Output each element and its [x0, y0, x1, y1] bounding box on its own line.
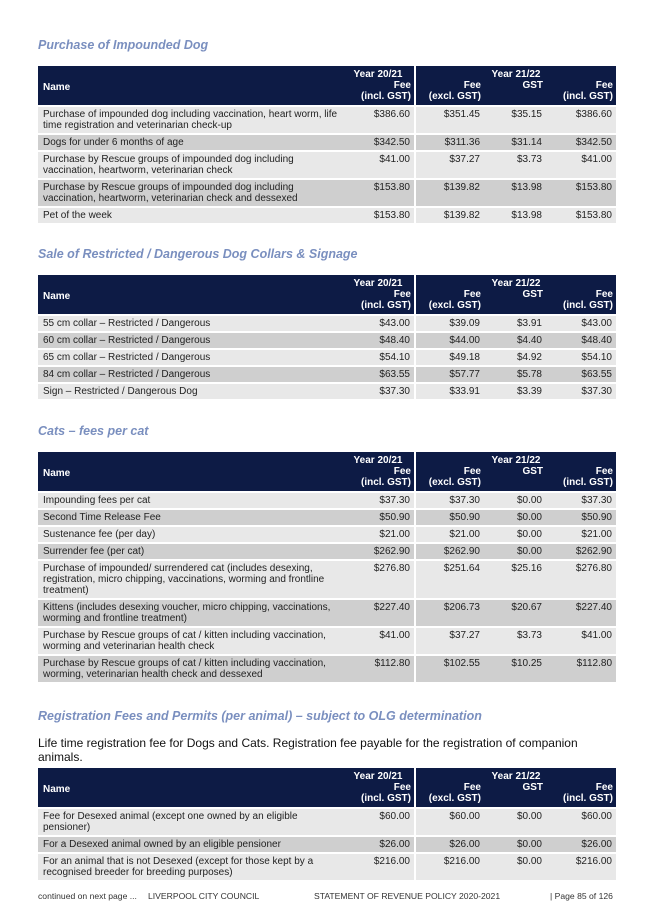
fee-incl-gst-2122: $41.00 — [546, 150, 616, 178]
header-year-curr: Year 21/22 — [416, 66, 616, 80]
fee-excl-gst-2122: $311.36 — [416, 133, 484, 150]
fee-incl-gst-2122: $63.55 — [546, 365, 616, 382]
fee-item-name: Purchase of impounded dog including vaccination, heart worm, life time registration and veterinarian check-up — [38, 105, 342, 133]
fee-excl-gst-2122: $33.91 — [416, 382, 484, 399]
table-row — [38, 626, 616, 654]
fee-item-name: 65 cm collar – Restricted / Dangerous — [38, 348, 342, 365]
fee-incl-gst-2122: $37.30 — [546, 491, 616, 508]
fee-item-name: Second Time Release Fee — [38, 508, 342, 525]
header-incl-gst: (incl. GST) — [546, 477, 616, 491]
gst-amount-2122: $20.67 — [484, 598, 546, 626]
table-header — [38, 275, 616, 314]
fee-excl-gst-2122: $37.30 — [416, 491, 484, 508]
header-year-prev: Year 20/21 — [342, 768, 416, 782]
header-fee: Fee — [416, 782, 484, 793]
header-name: Name — [38, 452, 342, 491]
fee-excl-gst-2122: $26.00 — [416, 835, 484, 852]
fee-incl-gst-2122: $43.00 — [546, 314, 616, 331]
header-fee: Fee — [546, 466, 616, 477]
table-row — [38, 206, 616, 223]
fee-incl-gst-2021: $41.00 — [342, 150, 416, 178]
fee-incl-gst-2021: $60.00 — [342, 807, 416, 835]
fee-table-dog-collars — [38, 275, 616, 399]
fee-incl-gst-2021: $43.00 — [342, 314, 416, 331]
header-year-curr: Year 21/22 — [416, 275, 616, 289]
header-excl-gst: (excl. GST) — [416, 793, 484, 807]
fee-incl-gst-2021: $37.30 — [342, 491, 416, 508]
fee-incl-gst-2021: $63.55 — [342, 365, 416, 382]
fee-incl-gst-2021: $54.10 — [342, 348, 416, 365]
gst-amount-2122: $0.00 — [484, 491, 546, 508]
fee-item-name: Purchase of impounded/ surrendered cat (includes desexing, registration, micro chipping, vaccinations, worming and frontline treatment) — [38, 559, 342, 598]
section-title: Purchase of Impounded Dog — [38, 38, 209, 52]
gst-amount-2122: $25.16 — [484, 559, 546, 598]
fee-excl-gst-2122: $206.73 — [416, 598, 484, 626]
fee-incl-gst-2021: $21.00 — [342, 525, 416, 542]
fee-incl-gst-2122: $21.00 — [546, 525, 616, 542]
fee-incl-gst-2021: $342.50 — [342, 133, 416, 150]
fee-item-name: Sustenance fee (per day) — [38, 525, 342, 542]
header-fee: Fee — [546, 289, 616, 300]
header-fee: Fee — [342, 289, 416, 300]
footer-statement: STATEMENT OF REVENUE POLICY 2020-2021 — [314, 891, 501, 901]
fee-excl-gst-2122: $39.09 — [416, 314, 484, 331]
fee-excl-gst-2122: $37.27 — [416, 626, 484, 654]
table-row — [38, 105, 616, 133]
fee-excl-gst-2122: $102.55 — [416, 654, 484, 682]
header-name: Name — [38, 66, 342, 105]
gst-amount-2122: $13.98 — [484, 206, 546, 223]
table-row — [38, 365, 616, 382]
fee-incl-gst-2021: $26.00 — [342, 835, 416, 852]
table-row — [38, 314, 616, 331]
gst-amount-2122: $4.92 — [484, 348, 546, 365]
gst-amount-2122: $0.00 — [484, 852, 546, 880]
fee-incl-gst-2122: $37.30 — [546, 382, 616, 399]
section-title: Registration Fees and Permits (per animal) – subject to OLG determination — [38, 709, 482, 723]
table-header — [38, 768, 616, 807]
header-incl-gst: (incl. GST) — [342, 300, 416, 314]
header-year-curr: Year 21/22 — [416, 768, 616, 782]
header-gst: GST — [484, 80, 546, 91]
fee-item-name: Kittens (includes desexing voucher, micro chipping, vaccinations, worming and frontline treatment) — [38, 598, 342, 626]
fee-incl-gst-2122: $60.00 — [546, 807, 616, 835]
gst-amount-2122: $10.25 — [484, 654, 546, 682]
fee-incl-gst-2021: $386.60 — [342, 105, 416, 133]
gst-amount-2122: $4.40 — [484, 331, 546, 348]
fee-incl-gst-2021: $276.80 — [342, 559, 416, 598]
fee-incl-gst-2021: $37.30 — [342, 382, 416, 399]
fee-incl-gst-2122: $48.40 — [546, 331, 616, 348]
fee-incl-gst-2021: $41.00 — [342, 626, 416, 654]
fee-incl-gst-2021: $227.40 — [342, 598, 416, 626]
table-row — [38, 835, 616, 852]
header-fee: Fee — [546, 80, 616, 91]
fee-incl-gst-2122: $386.60 — [546, 105, 616, 133]
footer-council: LIVERPOOL CITY COUNCIL — [148, 891, 260, 901]
header-gst: GST — [484, 466, 546, 477]
table-row — [38, 807, 616, 835]
table-body — [38, 807, 616, 880]
header-incl-gst: (incl. GST) — [546, 793, 616, 807]
fee-incl-gst-2122: $153.80 — [546, 206, 616, 223]
fee-incl-gst-2021: $216.00 — [342, 852, 416, 880]
fee-item-name: Fee for Desexed animal (except one owned by an eligible pensioner) — [38, 807, 342, 835]
table-row — [38, 150, 616, 178]
header-incl-gst: (incl. GST) — [342, 91, 416, 105]
fee-item-name: For a Desexed animal owned by an eligible pensioner — [38, 835, 342, 852]
header-gst: GST — [484, 289, 546, 300]
gst-amount-2122: $0.00 — [484, 508, 546, 525]
fee-incl-gst-2122: $112.80 — [546, 654, 616, 682]
table-row — [38, 654, 616, 682]
footer-page-number: | Page 85 of 126 — [550, 891, 613, 901]
fee-table-registration — [38, 768, 616, 880]
fee-excl-gst-2122: $57.77 — [416, 365, 484, 382]
fee-excl-gst-2122: $50.90 — [416, 508, 484, 525]
table-row — [38, 542, 616, 559]
table-header — [38, 66, 616, 105]
table-row — [38, 559, 616, 598]
fee-incl-gst-2021: $50.90 — [342, 508, 416, 525]
gst-amount-2122: $13.98 — [484, 178, 546, 206]
fee-incl-gst-2122: $262.90 — [546, 542, 616, 559]
header-year-prev: Year 20/21 — [342, 66, 416, 80]
gst-amount-2122: $35.15 — [484, 105, 546, 133]
fee-incl-gst-2122: $276.80 — [546, 559, 616, 598]
fee-incl-gst-2122: $216.00 — [546, 852, 616, 880]
fee-excl-gst-2122: $139.82 — [416, 178, 484, 206]
fee-item-name: 84 cm collar – Restricted / Dangerous — [38, 365, 342, 382]
section-title: Sale of Restricted / Dangerous Dog Collars & Signage — [38, 247, 358, 261]
table-row — [38, 852, 616, 880]
fee-incl-gst-2021: $262.90 — [342, 542, 416, 559]
fee-incl-gst-2021: $48.40 — [342, 331, 416, 348]
table-row — [38, 491, 616, 508]
table-row — [38, 382, 616, 399]
header-incl-gst: (incl. GST) — [342, 477, 416, 491]
page-footer — [38, 891, 616, 901]
header-excl-gst: (excl. GST) — [416, 91, 484, 105]
header-name: Name — [38, 768, 342, 807]
gst-amount-2122: $5.78 — [484, 365, 546, 382]
fee-excl-gst-2122: $21.00 — [416, 525, 484, 542]
gst-amount-2122: $3.91 — [484, 314, 546, 331]
gst-amount-2122: $0.00 — [484, 807, 546, 835]
fee-incl-gst-2122: $153.80 — [546, 178, 616, 206]
fee-table-impounded-dog — [38, 66, 616, 223]
gst-amount-2122: $3.39 — [484, 382, 546, 399]
table-body — [38, 105, 616, 223]
table-header — [38, 452, 616, 491]
table-row — [38, 598, 616, 626]
header-incl-gst: (incl. GST) — [342, 793, 416, 807]
header-excl-gst: (excl. GST) — [416, 477, 484, 491]
fee-excl-gst-2122: $139.82 — [416, 206, 484, 223]
fee-incl-gst-2122: $342.50 — [546, 133, 616, 150]
fee-item-name: For an animal that is not Desexed (except for those kept by a recognised breeder for breeding purposes) — [38, 852, 342, 880]
fee-incl-gst-2122: $41.00 — [546, 626, 616, 654]
fee-item-name: Purchase by Rescue groups of impounded dog including vaccination, heartworm, veterinarian check and dessexed — [38, 178, 342, 206]
fee-incl-gst-2122: $50.90 — [546, 508, 616, 525]
table-row — [38, 178, 616, 206]
fee-incl-gst-2122: $26.00 — [546, 835, 616, 852]
fee-item-name: Sign – Restricted / Dangerous Dog — [38, 382, 342, 399]
fee-excl-gst-2122: $351.45 — [416, 105, 484, 133]
registration-intro: Life time registration fee for Dogs and Cats. Registration fee payable for the registration of companion animals. — [38, 736, 578, 764]
header-gst: GST — [484, 782, 546, 793]
table-row — [38, 508, 616, 525]
fee-item-name: Pet of the week — [38, 206, 342, 223]
fee-item-name: Dogs for under 6 months of age — [38, 133, 342, 150]
table-row — [38, 133, 616, 150]
header-fee: Fee — [416, 289, 484, 300]
header-incl-gst: (incl. GST) — [546, 300, 616, 314]
header-excl-gst: (excl. GST) — [416, 300, 484, 314]
gst-amount-2122: $31.14 — [484, 133, 546, 150]
fee-excl-gst-2122: $49.18 — [416, 348, 484, 365]
fee-incl-gst-2021: $153.80 — [342, 178, 416, 206]
header-fee: Fee — [342, 80, 416, 91]
header-fee: Fee — [342, 466, 416, 477]
table-body — [38, 314, 616, 399]
fee-excl-gst-2122: $44.00 — [416, 331, 484, 348]
header-fee: Fee — [342, 782, 416, 793]
header-year-prev: Year 20/21 — [342, 275, 416, 289]
fee-excl-gst-2122: $216.00 — [416, 852, 484, 880]
header-name: Name — [38, 275, 342, 314]
fee-item-name: Purchase by Rescue groups of cat / kitten including vaccination, worming and veterinarian health check — [38, 626, 342, 654]
fee-item-name: Surrender fee (per cat) — [38, 542, 342, 559]
table-row — [38, 525, 616, 542]
fee-incl-gst-2021: $153.80 — [342, 206, 416, 223]
fee-excl-gst-2122: $262.90 — [416, 542, 484, 559]
fee-item-name: Impounding fees per cat — [38, 491, 342, 508]
gst-amount-2122: $0.00 — [484, 835, 546, 852]
gst-amount-2122: $3.73 — [484, 150, 546, 178]
fee-incl-gst-2122: $227.40 — [546, 598, 616, 626]
header-incl-gst: (incl. GST) — [546, 91, 616, 105]
gst-amount-2122: $0.00 — [484, 542, 546, 559]
header-fee: Fee — [416, 466, 484, 477]
fee-table-cats — [38, 452, 616, 682]
header-fee: Fee — [416, 80, 484, 91]
fee-excl-gst-2122: $37.27 — [416, 150, 484, 178]
fee-incl-gst-2021: $112.80 — [342, 654, 416, 682]
fee-item-name: Purchase by Rescue groups of cat / kitten including vaccination, worming, veterinarian health check and dessexed — [38, 654, 342, 682]
fee-excl-gst-2122: $60.00 — [416, 807, 484, 835]
fee-item-name: 55 cm collar – Restricted / Dangerous — [38, 314, 342, 331]
fee-excl-gst-2122: $251.64 — [416, 559, 484, 598]
table-row — [38, 331, 616, 348]
fee-item-name: 60 cm collar – Restricted / Dangerous — [38, 331, 342, 348]
section-title: Cats – fees per cat — [38, 424, 149, 438]
gst-amount-2122: $3.73 — [484, 626, 546, 654]
fee-item-name: Purchase by Rescue groups of impounded dog including vaccination, heartworm, veterinarian check — [38, 150, 342, 178]
fee-incl-gst-2122: $54.10 — [546, 348, 616, 365]
table-body — [38, 491, 616, 682]
header-fee: Fee — [546, 782, 616, 793]
header-year-curr: Year 21/22 — [416, 452, 616, 466]
header-year-prev: Year 20/21 — [342, 452, 416, 466]
footer-continued: continued on next page ... — [38, 891, 137, 901]
gst-amount-2122: $0.00 — [484, 525, 546, 542]
table-row — [38, 348, 616, 365]
